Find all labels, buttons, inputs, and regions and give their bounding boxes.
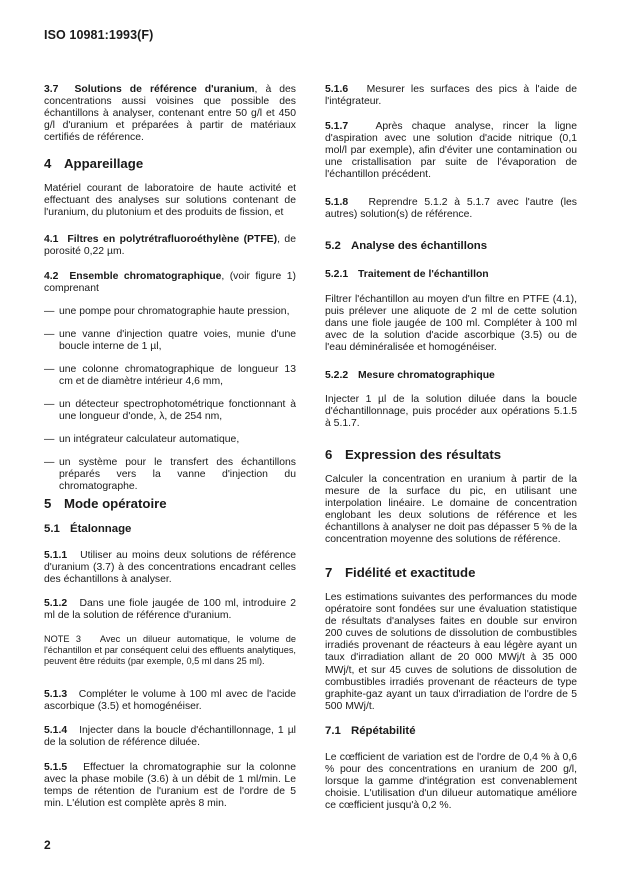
subsection-title: Répétabilité [351, 725, 416, 737]
clause-text: Après chaque analyse, rincer la ligne d'aspiration avec une solution d'acide nitrique (0,1 mol/l par exemple), afin d'éviter une contamination ou une cristallisation par suite de l'évaporation de l'échantillon précédent. [325, 121, 577, 181]
section-4-text [44, 183, 296, 219]
clause-text: , de porosité 0,22 µm. [44, 234, 296, 258]
clause-5-2-2-text [325, 394, 577, 430]
clause-text: Mesurer les surfaces des pics à l'aide de l'intégrateur. [325, 84, 577, 108]
section-7-heading [325, 565, 577, 581]
clause-title: Traitement de l'échantillon [358, 269, 489, 280]
clause-number: 5.1.8 [325, 197, 349, 208]
section-title: Fidélité et exactitude [345, 565, 476, 580]
clause-number: 5.1.3 [44, 689, 68, 700]
list-item-text: un système pour le transfert des échantillons préparés vers la vanne d'injection du chromatographe. [59, 457, 296, 493]
list-item-text: une colonne chromatographique de longueur 13 cm et de diamètre intérieur 4,6 mm, [59, 364, 296, 388]
clause-text: , (voir figure 1) comprenant [44, 271, 296, 295]
clause-number: 5.2.1 [325, 269, 349, 280]
clause-5-2-1-text [325, 294, 577, 354]
clause-text: Injecter dans la boucle d'échantillonnage, 1 µl de la solution de référence diluée. [44, 725, 296, 749]
note-label: NOTE 3 [44, 634, 81, 644]
clause-5-1-5 [44, 762, 296, 810]
clause-5-1-8 [325, 197, 577, 221]
section-title: Expression des résultats [345, 447, 502, 462]
clause-5-1-7 [325, 121, 577, 181]
clause-text: Utiliser au moins deux solutions de référence d'uranium (3.7) à des concentrations encadrant celles des échantillons à analyser. [44, 550, 296, 586]
dash-bullet: — [44, 306, 55, 317]
section-title: Mode opératoire [64, 496, 167, 511]
clause-5-1-2 [44, 598, 296, 622]
dash-bullet: — [44, 457, 55, 468]
clause-title: Filtres en polytrétrafluoroéthylène (PTFE) [67, 234, 278, 245]
page-number: 2 [44, 838, 51, 852]
clause-number: 5.1.5 [44, 762, 68, 773]
note-text: Avec un dilueur automatique, le volume de l'échantillon et par conséquent celui des effluents analytiques, peuvent être réduits (par exemple, 0,5 ml dans 25 ml). [44, 634, 296, 666]
clause-number: 5.1.4 [44, 725, 68, 736]
clause-5-1-1 [44, 550, 296, 586]
clause-4-1 [44, 234, 296, 258]
clause-number: 3.7 [44, 84, 59, 95]
subsection-number: 7.1 [325, 725, 341, 737]
clause-title: Ensemble chromatographique [69, 271, 222, 282]
dash-bullet: — [44, 399, 55, 410]
dash-bullet: — [44, 364, 55, 375]
paragraph: Les estimations suivantes des performances du mode opératoire sont fondées sur une évaluation statistique de résultats d'analyses faites en double sur environ 200 cuves de solutions de dissolution de combustibles irradiés provenant de réacteurs à eau légère ayant un taux d'irradiation allant de 20 000 MWj/t à 35 000 MWj/t, et sur 45 cuves de solutions de dissolution de combustibles irradiés provenant de réacteurs de type graphite-gaz ayant un taux d'irradiation de l'ordre de 5 500 MWj/t. [325, 592, 577, 712]
note-3 [44, 634, 296, 667]
clause-5-2-1-heading [325, 269, 577, 281]
clause-number: 5.1.6 [325, 84, 349, 95]
subsection-number: 5.1 [44, 523, 60, 535]
list-item [44, 399, 296, 423]
subsection-number: 5.2 [325, 240, 341, 252]
section-7-text [325, 592, 577, 713]
clause-text: , à des concentrations aussi voisines que possible des échantillons à analyser, contenant entre 50 g/l et 450 g/l d'uranium et préparées à partir de matériaux certifiés de référence. [44, 84, 296, 144]
clause-text: Reprendre 5.1.2 à 5.1.7 avec l'autre (les autres) solution(s) de référence. [325, 197, 577, 221]
paragraph: Filtrer l'échantillon au moyen d'un filtre en PTFE (4.1), puis prélever une aliquote de 2 ml de cette solution dans une fiole jaugée de 100 ml. Compléter à 100 ml avec de la solution d'acide ascorbique (3.5) ou de l'eau déminéralisée et homogénéiser. [325, 294, 577, 354]
clause-title: Solutions de référence d'uranium [74, 84, 255, 95]
section-number: 5 [44, 496, 52, 511]
list-item-text: un intégrateur calculateur automatique, [59, 434, 240, 445]
dash-bullet: — [44, 329, 55, 340]
subsection-5-1-heading [44, 522, 296, 536]
section-number: 4 [44, 156, 52, 171]
clause-3-7 [44, 84, 296, 144]
list-item [44, 329, 296, 353]
clause-text: Effectuer la chromatographie sur la colonne avec la phase mobile (3.6) à un débit de 1 ml/min. Le temps de rétention de l'uranium est de l'ordre de 5 min. L'élution est complète après 8 min. [44, 762, 296, 810]
list-item-text: une vanne d'injection quatre voies, munie d'une boucle interne de 1 µl, [59, 329, 296, 353]
clause-4-2 [44, 271, 296, 295]
clause-number: 5.1.7 [325, 121, 349, 132]
clause-number: 5.1.1 [44, 550, 68, 561]
clause-5-2-2-heading [325, 370, 577, 382]
section-4-heading [44, 156, 296, 172]
clause-5-1-4 [44, 725, 296, 749]
subsection-title: Analyse des échantillons [351, 240, 488, 252]
dash-bullet: — [44, 434, 55, 445]
section-6-text [325, 474, 577, 547]
paragraph: Calculer la concentration en uranium à partir de la mesure de la surface du pic, en utilisant une interpolation linéaire. Le domaine de concentration englobant les deux solutions de référence et les échantillons à analyser ne doit pas dépasser 5 % de la concentration moyenne des solutions de référence. [325, 474, 577, 546]
paragraph: Matériel courant de laboratoire de haute activité et effectuant des analyses sur solutions contenant de l'uranium, du plutonium et des produits de fission, et [44, 183, 296, 219]
subsection-7-1-text [325, 752, 577, 812]
list-item [44, 434, 296, 446]
clause-5-1-3 [44, 689, 296, 713]
section-5-heading [44, 496, 296, 512]
document-header: ISO 10981:1993(F) [44, 28, 154, 42]
subsection-7-1-heading [325, 724, 577, 738]
section-number: 7 [325, 565, 333, 580]
subsection-title: Étalonnage [70, 523, 132, 535]
section-title: Appareillage [64, 156, 144, 171]
clause-title: Mesure chromatographique [358, 370, 495, 381]
paragraph: Le cœfficient de variation est de l'ordre de 0,4 % à 0,6 % pour des concentrations en uranium de 200 g/l, lorsque la gamme d'intégration est convenablement choisie. L'utilisation d'un dilueur automatique améliore ce cœfficient jusqu'à 0,2 %. [325, 752, 577, 812]
list-item-text: une pompe pour chromatographie haute pression, [59, 306, 290, 317]
clause-number: 5.1.2 [44, 598, 68, 609]
list-item [44, 364, 296, 388]
clause-number: 4.2 [44, 271, 59, 282]
list-item [44, 457, 296, 493]
list-item [44, 306, 296, 318]
section-number: 6 [325, 447, 333, 462]
clause-5-1-6 [325, 84, 577, 108]
clause-text: Compléter le volume à 100 ml avec de l'acide ascorbique (3.5) et homogénéiser. [44, 689, 296, 713]
clause-text: Dans une fiole jaugée de 100 ml, introduire 2 ml de la solution de référence d'uranium. [44, 598, 296, 622]
section-6-heading [325, 447, 577, 463]
list-item-text: un détecteur spectrophotométrique fonctionnant à une longueur d'onde, λ, de 254 nm, [59, 399, 296, 423]
subsection-5-2-heading [325, 239, 577, 253]
clause-number: 5.2.2 [325, 370, 349, 381]
clause-number: 4.1 [44, 234, 59, 245]
paragraph: Injecter 1 µl de la solution diluée dans la boucle d'échantillonnage, puis procéder aux opérations 5.1.5 à 5.1.7. [325, 394, 577, 430]
